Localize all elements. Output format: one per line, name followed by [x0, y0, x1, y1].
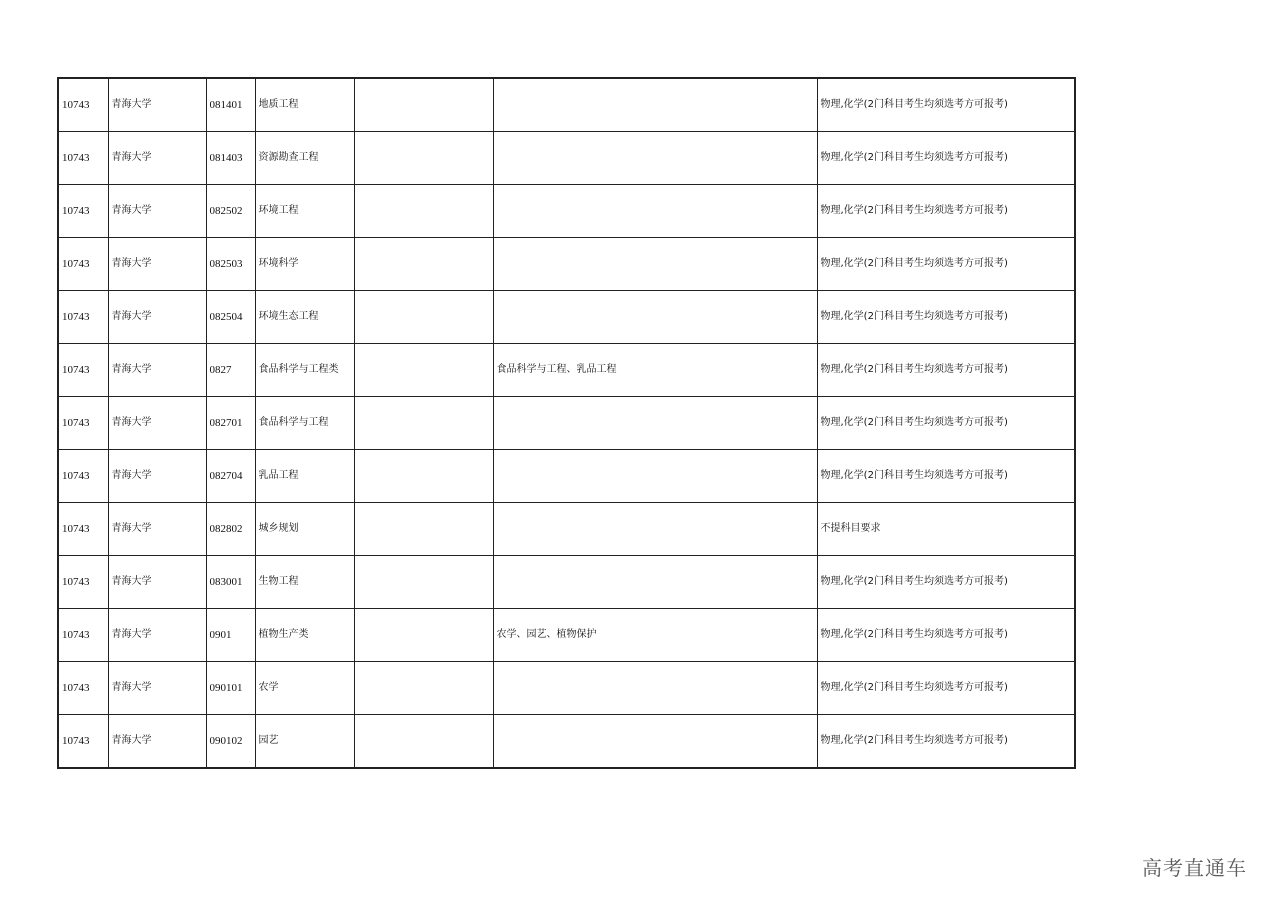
note-cell	[354, 132, 493, 185]
subject-requirement-cell: 物理,化学(2门科目考生均须选考方可报考)	[817, 662, 1075, 715]
school-name-cell: 青海大学	[108, 662, 206, 715]
major-name-cell: 园艺	[255, 715, 354, 769]
note-cell	[354, 662, 493, 715]
school-name-cell: 青海大学	[108, 397, 206, 450]
note-cell	[354, 556, 493, 609]
table-row	[58, 450, 1075, 503]
note-cell	[354, 503, 493, 556]
subject-requirement-cell: 物理,化学(2门科目考生均须选考方可报考)	[817, 556, 1075, 609]
subject-requirement-table	[57, 77, 1076, 769]
major-name-cell: 环境工程	[255, 185, 354, 238]
major-code-cell: 082503	[206, 238, 255, 291]
school-name-cell: 青海大学	[108, 185, 206, 238]
subject-requirement-cell: 物理,化学(2门科目考生均须选考方可报考)	[817, 715, 1075, 769]
table-row	[58, 185, 1075, 238]
school-name-cell: 青海大学	[108, 132, 206, 185]
table-row	[58, 397, 1075, 450]
major-name-cell: 环境科学	[255, 238, 354, 291]
included-majors-cell	[493, 78, 817, 132]
major-name-cell: 植物生产类	[255, 609, 354, 662]
major-name-cell: 生物工程	[255, 556, 354, 609]
major-code-cell: 090101	[206, 662, 255, 715]
note-cell	[354, 344, 493, 397]
table-row	[58, 609, 1075, 662]
included-majors-cell	[493, 185, 817, 238]
school-name-cell: 青海大学	[108, 78, 206, 132]
major-name-cell: 食品科学与工程类	[255, 344, 354, 397]
subject-requirement-cell: 物理,化学(2门科目考生均须选考方可报考)	[817, 132, 1075, 185]
table-row	[58, 662, 1075, 715]
major-code-cell: 090102	[206, 715, 255, 769]
major-name-cell: 环境生态工程	[255, 291, 354, 344]
major-name-cell: 乳品工程	[255, 450, 354, 503]
included-majors-cell	[493, 503, 817, 556]
subject-requirement-cell: 物理,化学(2门科目考生均须选考方可报考)	[817, 238, 1075, 291]
included-majors-cell: 食品科学与工程、乳品工程	[493, 344, 817, 397]
school-code-cell: 10743	[58, 609, 108, 662]
table-row	[58, 291, 1075, 344]
subject-requirement-cell: 物理,化学(2门科目考生均须选考方可报考)	[817, 78, 1075, 132]
table-body	[58, 78, 1075, 768]
note-cell	[354, 238, 493, 291]
school-code-cell: 10743	[58, 132, 108, 185]
note-cell	[354, 185, 493, 238]
major-name-cell: 资源勘查工程	[255, 132, 354, 185]
school-code-cell: 10743	[58, 185, 108, 238]
school-code-cell: 10743	[58, 78, 108, 132]
school-name-cell: 青海大学	[108, 503, 206, 556]
school-name-cell: 青海大学	[108, 291, 206, 344]
school-name-cell: 青海大学	[108, 609, 206, 662]
table-row	[58, 503, 1075, 556]
major-name-cell: 农学	[255, 662, 354, 715]
major-code-cell: 081401	[206, 78, 255, 132]
major-code-cell: 081403	[206, 132, 255, 185]
note-cell	[354, 78, 493, 132]
note-cell	[354, 450, 493, 503]
school-name-cell: 青海大学	[108, 450, 206, 503]
table-row	[58, 715, 1075, 769]
school-code-cell: 10743	[58, 291, 108, 344]
school-code-cell: 10743	[58, 397, 108, 450]
major-name-cell: 食品科学与工程	[255, 397, 354, 450]
major-code-cell: 082504	[206, 291, 255, 344]
major-code-cell: 083001	[206, 556, 255, 609]
school-code-cell: 10743	[58, 662, 108, 715]
included-majors-cell	[493, 715, 817, 769]
included-majors-cell	[493, 662, 817, 715]
note-cell	[354, 291, 493, 344]
school-name-cell: 青海大学	[108, 238, 206, 291]
school-code-cell: 10743	[58, 344, 108, 397]
subject-requirement-cell: 物理,化学(2门科目考生均须选考方可报考)	[817, 185, 1075, 238]
included-majors-cell	[493, 132, 817, 185]
table-row	[58, 238, 1075, 291]
school-code-cell: 10743	[58, 503, 108, 556]
subject-requirement-cell: 物理,化学(2门科目考生均须选考方可报考)	[817, 450, 1075, 503]
school-name-cell: 青海大学	[108, 344, 206, 397]
subject-requirement-cell: 物理,化学(2门科目考生均须选考方可报考)	[817, 609, 1075, 662]
major-name-cell: 城乡规划	[255, 503, 354, 556]
table-row	[58, 344, 1075, 397]
school-code-cell: 10743	[58, 238, 108, 291]
note-cell	[354, 609, 493, 662]
table-row	[58, 78, 1075, 132]
included-majors-cell	[493, 291, 817, 344]
included-majors-cell: 农学、园艺、植物保护	[493, 609, 817, 662]
included-majors-cell	[493, 450, 817, 503]
included-majors-cell	[493, 556, 817, 609]
table-row	[58, 132, 1075, 185]
school-code-cell: 10743	[58, 715, 108, 769]
school-code-cell: 10743	[58, 556, 108, 609]
major-code-cell: 082502	[206, 185, 255, 238]
included-majors-cell	[493, 238, 817, 291]
table-row	[58, 556, 1075, 609]
subject-requirement-cell: 物理,化学(2门科目考生均须选考方可报考)	[817, 344, 1075, 397]
major-code-cell: 0827	[206, 344, 255, 397]
major-name-cell: 地质工程	[255, 78, 354, 132]
note-cell	[354, 715, 493, 769]
subject-requirement-cell: 物理,化学(2门科目考生均须选考方可报考)	[817, 291, 1075, 344]
note-cell	[354, 397, 493, 450]
watermark-text: 高考直通车	[1142, 856, 1247, 880]
school-code-cell: 10743	[58, 450, 108, 503]
school-name-cell: 青海大学	[108, 556, 206, 609]
major-code-cell: 0901	[206, 609, 255, 662]
subject-requirement-cell: 不提科目要求	[817, 503, 1075, 556]
major-code-cell: 082802	[206, 503, 255, 556]
school-name-cell: 青海大学	[108, 715, 206, 769]
subject-requirement-cell: 物理,化学(2门科目考生均须选考方可报考)	[817, 397, 1075, 450]
included-majors-cell	[493, 397, 817, 450]
major-code-cell: 082701	[206, 397, 255, 450]
major-code-cell: 082704	[206, 450, 255, 503]
